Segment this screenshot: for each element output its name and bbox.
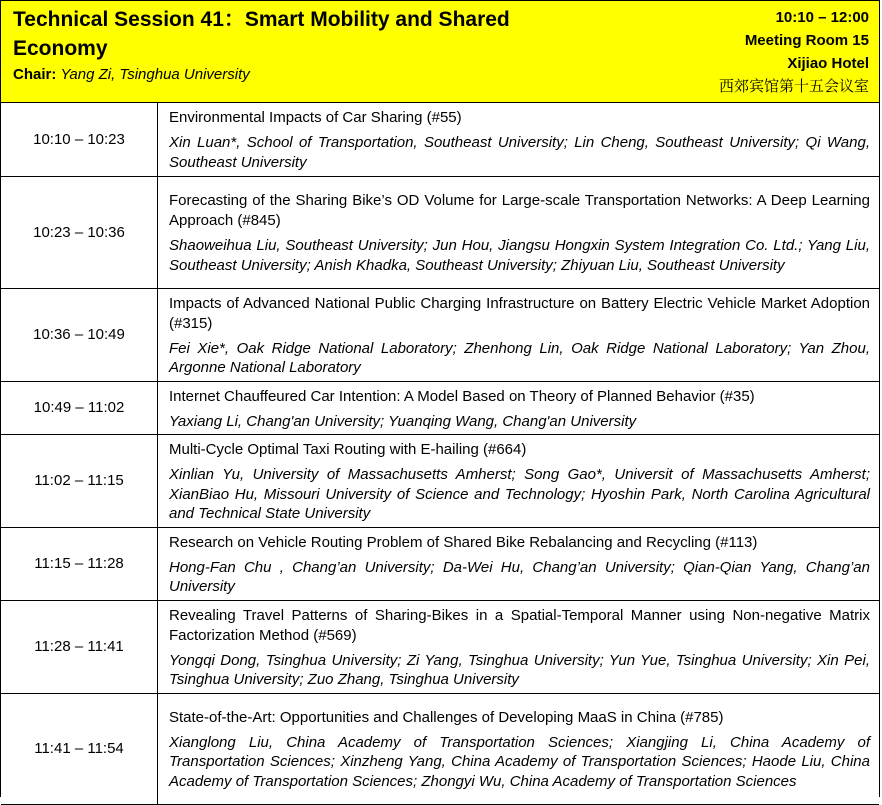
paper-authors: Hong-Fan Chu , Chang’an University; Da-Wei Hu, Chang’an University; Qian-Qian Yang, Chang’an University xyxy=(169,558,870,595)
session-venue-cn: 西郊宾馆第十五会议室 xyxy=(718,78,869,95)
paper-authors: Xianglong Liu, China Academy of Transportation Sciences; Xiangjing Li, China Academy of Transportation Sciences; Xinzheng Yang, China Academy of Transportation Sciences; Haode Liu, China Academy of Transportation Sciences; Zhongyi Wu, China Academy of Transportation Sciences xyxy=(169,733,870,790)
paper-cell xyxy=(158,435,880,528)
session-time: 10:10 – 12:00 xyxy=(775,9,869,26)
paper-time: 11:02 – 11:15 xyxy=(1,435,158,528)
paper-title: Research on Vehicle Routing Problem of Shared Bike Rebalancing and Recycling (#113) xyxy=(169,533,758,551)
chair-label: Chair: xyxy=(13,66,57,83)
paper-authors: Xin Luan*, School of Transportation, Southeast University; Lin Cheng, Southeast University; Qi Wang, Southeast University xyxy=(169,134,870,171)
paper-time: 11:28 – 11:41 xyxy=(1,600,158,693)
paper-title: Forecasting of the Sharing Bike’s OD Volume for Large-scale Transportation Networks: A Deep Learning Approach (#845) xyxy=(169,192,870,229)
table-row xyxy=(1,693,879,804)
paper-time: 10:10 – 10:23 xyxy=(1,103,158,176)
table-row xyxy=(1,381,879,435)
paper-time: 10:36 – 10:49 xyxy=(1,288,158,381)
session-room: Meeting Room 15 xyxy=(744,32,869,49)
table-row xyxy=(1,176,879,288)
paper-cell xyxy=(158,527,880,600)
paper-title: Revealing Travel Patterns of Sharing-Bikes in a Spatial-Temporal Manner using Non-negative Matrix Factorization Method (#569) xyxy=(169,606,870,644)
session-chair xyxy=(13,65,583,85)
paper-authors: Yaxiang Li, Chang'an University; Yuanqing Wang, Chang'an University xyxy=(169,412,637,430)
table-row xyxy=(1,435,879,528)
paper-authors: Yongqi Dong, Tsinghua University; Zi Yang, Tsinghua University; Yun Yue, Tsinghua University; Xin Pei, Tsinghua University; Zuo Zhang, Tsinghua University xyxy=(169,651,870,688)
chair-name: Yang Zi, Tsinghua University xyxy=(60,66,250,83)
paper-time: 10:23 – 10:36 xyxy=(1,176,158,288)
paper-authors: Fei Xie*, Oak Ridge National Laboratory; Zhenhong Lin, Oak Ridge National Laboratory; Yan Zhou, Argonne National Laboratory xyxy=(169,339,870,376)
paper-title: Multi-Cycle Optimal Taxi Routing with E-hailing (#664) xyxy=(169,441,527,458)
table-row xyxy=(1,103,879,176)
paper-cell xyxy=(158,381,880,435)
paper-title: Environmental Impacts of Car Sharing (#55) xyxy=(169,109,462,127)
paper-title: Impacts of Advanced National Public Charging Infrastructure on Battery Electric Vehicle Market Adoption (#315) xyxy=(169,294,870,332)
session-logistics xyxy=(719,6,869,98)
paper-cell xyxy=(158,600,880,693)
table-row xyxy=(1,527,879,600)
paper-cell xyxy=(158,176,880,288)
paper-time: 11:41 – 11:54 xyxy=(1,693,158,804)
paper-cell xyxy=(158,103,880,176)
paper-title: State-of-the-Art: Opportunities and Challenges of Developing MaaS in China (#785) xyxy=(169,708,724,726)
paper-authors: Shaoweihua Liu, Southeast University; Jun Hou, Jiangsu Hongxin System Integration Co. Ltd.; Yang Liu, Southeast University; Anish Khadka, Southeast University; Zhiyuan Liu, Southeast University xyxy=(169,237,870,274)
schedule-table xyxy=(1,103,879,805)
session-venue: Xijiao Hotel xyxy=(787,55,869,72)
paper-time: 10:49 – 11:02 xyxy=(1,381,158,435)
paper-time: 11:15 – 11:28 xyxy=(1,527,158,600)
table-row xyxy=(1,288,879,381)
paper-authors: Xinlian Yu, University of Massachusetts Amherst; Song Gao*, Universit of Massachusetts Amherst; XianBiao Hu, Missouri University of Science and Technology; Hyoshin Park, North Carolina Agricultural and Technical State University xyxy=(169,466,870,522)
paper-cell xyxy=(158,288,880,381)
paper-title: Internet Chauffeured Car Intention: A Model Based on Theory of Planned Behavior (#35) xyxy=(169,387,755,405)
paper-cell xyxy=(158,693,880,804)
session-heading xyxy=(13,5,583,85)
session-header xyxy=(1,0,879,103)
session-title: Technical Session 41：Smart Mobility and Shared Economy xyxy=(13,8,510,60)
table-row xyxy=(1,600,879,693)
